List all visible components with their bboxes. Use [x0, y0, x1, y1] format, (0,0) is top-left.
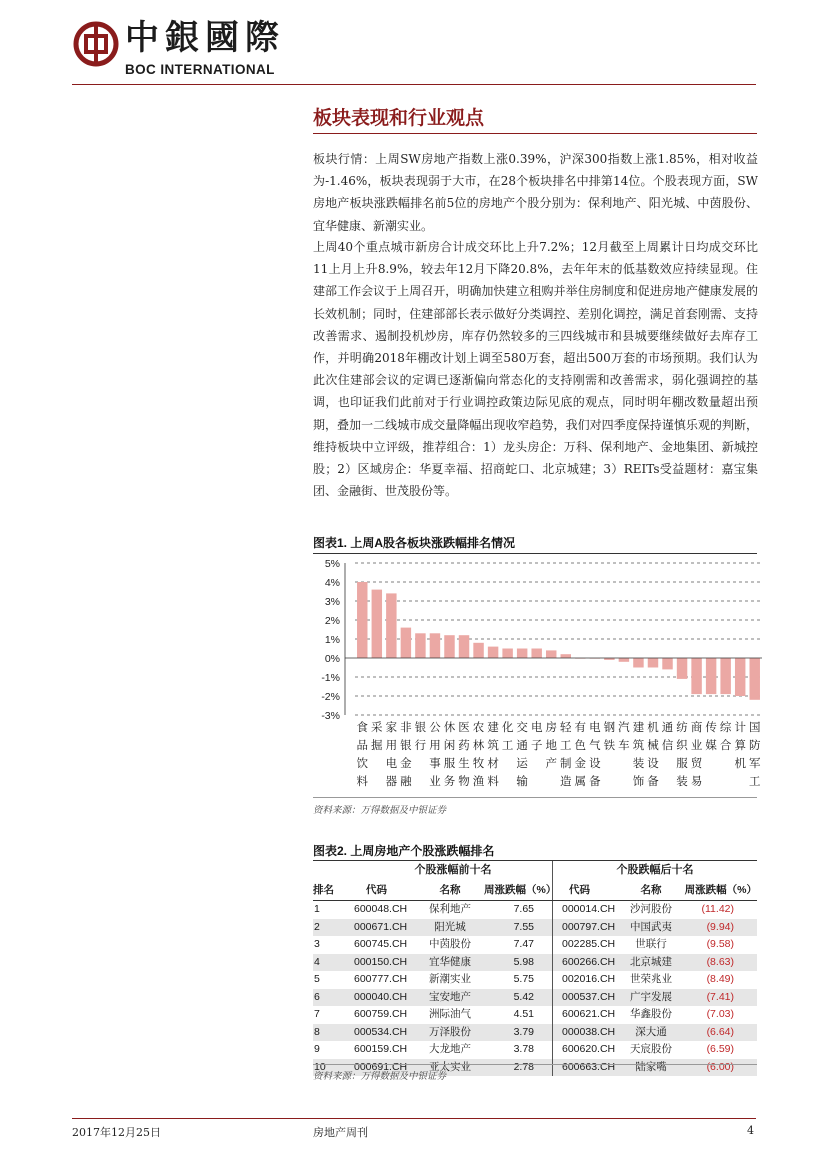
bar — [488, 647, 498, 658]
category-label: 公用事业 — [429, 720, 441, 788]
change-cell-2: (8.63) — [680, 954, 757, 972]
category-label: 家用电器 — [385, 720, 398, 788]
code-cell-2: 000537.CH — [553, 989, 623, 1007]
change-cell: 3.78 — [513, 1043, 534, 1055]
code-cell: 600759.CH — [354, 1008, 408, 1020]
section-title-rule — [313, 133, 757, 134]
code-cell-2: 000038.CH — [553, 1024, 623, 1042]
change-cell-2: (6.00) — [680, 1059, 757, 1077]
code-cell: 000150.CH — [354, 954, 416, 972]
change-cell: 3.79 — [484, 1024, 553, 1042]
change-cell-2: (9.94) — [680, 919, 757, 937]
figure1-source-rule — [313, 797, 757, 798]
table-row — [313, 954, 757, 972]
code-cell-2: 000797.CH — [553, 919, 623, 937]
change-cell: 4.51 — [513, 1008, 534, 1020]
category-label: 建筑装饰 — [632, 720, 645, 788]
sector-performance-chart — [313, 555, 763, 793]
category-label: 轻工制造 — [560, 720, 572, 788]
category-label: 计算机 — [734, 720, 746, 770]
category-label: 传媒 — [705, 720, 717, 752]
category-label: 房地产 — [545, 720, 557, 770]
boc-logo-icon — [73, 21, 119, 67]
code-cell-2: 600663.CH — [553, 1059, 623, 1077]
change-cell-2: (7.41) — [680, 989, 757, 1007]
code-cell: 000691.CH — [354, 1059, 416, 1077]
name-cell: 大龙地产 — [429, 1043, 471, 1055]
name-cell-2: 广宇发展 — [622, 989, 680, 1007]
name-cell: 保利地产 — [429, 903, 471, 915]
change-cell: 5.98 — [484, 954, 553, 972]
paragraph-industry-view: 上周40个重点城市新房合计成交环比上升7.2%；12月截至上周累计日均成交环比11上月上升8.9%，较去年12月下降20.8%，去年年末的低基数效应持续显现。住建部工作会议于上周召开，明确加快建立租购并举住房制度和促进房地产健康发展的长效机制；同时，住建部部长表示做好分类调控、差别化调控，满足首套刚需、支持改善需求、遏制投机炒房，库存仍然较多的三四线城市和县城要继续做好去库存工作，并明确2018年棚改计划上调至580万套，超出500万套的市场预期。我们认为此次住建部会议的定调已逐渐偏向常态化的支持刚需和改善需求，弱化强调控的基调，也印证我们此前对于行业调控政策边际见底的观点，同时明年棚改数量超出预期，叠加一二线城市成交量降幅出现收窄趋势，我们对四季度保持谨慎乐观的判断，维持板块中立评级，推荐组合：1）龙头房企：万科、保利地产、金地集团、新城控股；2）区域房企：华夏幸福、招商蛇口、北京城建；3）REITs受益题材：嘉宝集团、金融街、世茂股份等。 — [313, 240, 758, 499]
rank-cell: 8 — [313, 1024, 354, 1042]
change-cell: 7.55 — [484, 919, 553, 937]
figure2-caption: 图表2. 上周房地产个股涨跌幅排名 — [313, 844, 495, 858]
category-label: 休闲服务 — [443, 720, 456, 788]
category-label: 通信 — [661, 720, 674, 752]
name-cell-2: 深大通 — [622, 1024, 680, 1042]
y-tick-label: 5% — [324, 558, 340, 570]
y-tick-label: 2% — [324, 615, 340, 627]
figure1-caption: 图表1. 上周A股各板块涨跌幅排名情况 — [313, 536, 516, 550]
bar — [459, 635, 469, 658]
code-cell: 000534.CH — [354, 1024, 416, 1042]
bar — [415, 633, 425, 658]
category-label: 采掘 — [371, 720, 383, 752]
change-cell-2: (6.64) — [680, 1024, 757, 1042]
category-label: 化工 — [501, 720, 514, 752]
change-cell: 5.75 — [513, 973, 534, 985]
name-cell: 亚太实业 — [416, 1059, 484, 1077]
code-cell: 600159.CH — [354, 1043, 408, 1055]
table-row — [313, 971, 757, 989]
figure2-source: 资料来源：万得数据及中银证券 — [313, 1071, 447, 1082]
table-row — [313, 989, 757, 1007]
name-cell-2: 中国武夷 — [622, 919, 680, 937]
bar — [372, 590, 382, 658]
bar — [517, 649, 527, 659]
category-label: 银行 — [414, 720, 427, 752]
rank-cell: 10 — [313, 1059, 354, 1077]
bar — [633, 658, 643, 668]
footer-date: 2017年12月25日 — [72, 1126, 161, 1139]
rank-cell: 2 — [313, 919, 354, 937]
name-cell-2: 世荣兆业 — [630, 973, 672, 985]
table-row — [313, 1006, 757, 1024]
bottom-ten-header: 个股跌幅后十名 — [553, 861, 758, 881]
code-cell-2: 600266.CH — [553, 954, 623, 972]
category-label: 交通运输 — [516, 720, 528, 788]
footer-page-number: 4 — [747, 1124, 754, 1137]
change-cell: 7.47 — [513, 938, 534, 950]
stock-ranking-table — [313, 861, 757, 1076]
name-cell: 洲际油气 — [429, 1008, 471, 1020]
name-cell-2: 华鑫股份 — [630, 1008, 672, 1020]
change-cell: 7.65 — [513, 903, 534, 915]
y-tick-label: 0% — [324, 653, 340, 665]
bar — [735, 658, 745, 696]
name-cell: 阳光城 — [416, 919, 484, 937]
col-change-2: 周涨跌幅（%） — [680, 881, 757, 901]
name-cell: 万泽股份 — [416, 1024, 484, 1042]
bar — [720, 658, 730, 694]
code-cell: 000040.CH — [354, 989, 416, 1007]
name-cell: 中茵股份 — [429, 938, 471, 950]
name-cell: 新潮实业 — [429, 973, 471, 985]
bar — [502, 649, 512, 659]
y-tick-label: -1% — [321, 672, 340, 684]
name-cell: 宝安地产 — [416, 989, 484, 1007]
y-tick-label: 3% — [324, 596, 340, 608]
code-cell: 600777.CH — [354, 973, 408, 985]
rank-cell: 7 — [314, 1008, 320, 1020]
category-label: 农林牧渔 — [472, 720, 485, 788]
change-cell-2: (6.59) — [706, 1043, 734, 1055]
change-cell-2: (11.42) — [701, 903, 734, 915]
bar — [386, 593, 396, 658]
bar — [473, 643, 483, 658]
col-name: 名称 — [416, 881, 484, 901]
col-code: 代码 — [354, 881, 416, 901]
bar — [619, 658, 629, 662]
paragraph-market-review: 板块行情：上周SW房地产指数上涨0.39%，沪深300指数上涨1.85%，相对收益为-1.46%，板块表现弱于大市，在28个板块排名中排第14位。个股表现方面，SW房地产板块涨跌幅排名前5位的房地产个股分别为：保利地产、阳光城、中茵股份、宜华健康、新潮实业。 — [313, 152, 758, 233]
name-cell-2: 天宸股份 — [630, 1043, 672, 1055]
code-cell-2: 002016.CH — [553, 971, 623, 989]
section-title: 板块表现和行业观点 — [313, 107, 485, 129]
figure1-source: 资料来源：万得数据及中银证券 — [313, 805, 447, 816]
y-tick-label: 4% — [324, 577, 340, 589]
rank-cell: 9 — [314, 1043, 320, 1055]
col-rank: 排名 — [313, 881, 354, 901]
name-cell-2: 陆家嘴 — [622, 1059, 680, 1077]
bar — [677, 658, 687, 679]
bar — [531, 649, 541, 659]
category-label: 食品饮料 — [356, 720, 369, 788]
category-label: 纺织服装 — [676, 720, 688, 788]
category-label: 商业贸易 — [690, 720, 703, 788]
code-cell: 000671.CH — [354, 919, 416, 937]
logo-chinese-name: 中銀國際 — [125, 18, 285, 58]
code-cell-2: 600621.CH — [553, 1006, 623, 1024]
col-change: 周涨跌幅（%） — [484, 881, 553, 901]
col-code-2: 代码 — [553, 881, 623, 901]
figure2-source-rule — [313, 1064, 757, 1065]
category-label: 电子 — [530, 720, 543, 752]
rank-cell: 6 — [313, 989, 354, 1007]
bar — [401, 628, 411, 658]
rank-cell: 5 — [314, 973, 320, 985]
table-row — [313, 936, 757, 954]
table-row — [313, 1024, 757, 1042]
bar — [706, 658, 716, 694]
col-name-2: 名称 — [622, 881, 680, 901]
code-cell-2: 600620.CH — [553, 1041, 623, 1059]
bar — [691, 658, 701, 694]
name-cell-2: 沙河股份 — [630, 903, 672, 915]
figure1-caption-rule — [313, 553, 757, 554]
bar — [749, 658, 759, 700]
rank-cell: 3 — [314, 938, 320, 950]
category-label: 电气设备 — [589, 720, 601, 788]
table-row — [313, 1041, 757, 1059]
category-label: 汽车 — [618, 720, 630, 752]
bar — [357, 582, 367, 658]
bar — [648, 658, 658, 668]
name-cell-2: 世联行 — [635, 938, 667, 950]
rank-cell: 4 — [313, 954, 354, 972]
category-label: 钢铁 — [603, 720, 616, 752]
category-label: 国防军工 — [748, 720, 761, 788]
code-cell-2: 000014.CH — [553, 901, 623, 919]
footer-divider — [72, 1118, 756, 1119]
code-cell: 600745.CH — [354, 938, 408, 950]
change-cell: 2.78 — [484, 1059, 553, 1077]
bar — [561, 654, 571, 658]
change-cell-2: (8.49) — [706, 973, 734, 985]
category-label: 综合 — [719, 720, 732, 752]
table-row — [313, 919, 757, 937]
y-tick-label: -2% — [321, 691, 340, 703]
logo-english-name: BOC INTERNATIONAL — [125, 62, 275, 77]
name-cell: 宜华健康 — [416, 954, 484, 972]
bar — [444, 635, 454, 658]
change-cell-2: (7.03) — [706, 1008, 734, 1020]
change-cell-2: (9.58) — [706, 938, 734, 950]
bar — [546, 650, 556, 658]
footer-publication: 房地产周刊 — [313, 1126, 368, 1139]
y-tick-label: 1% — [324, 634, 340, 646]
category-label: 机械设备 — [647, 720, 659, 788]
code-cell: 600048.CH — [354, 903, 408, 915]
top-ten-header: 个股涨幅前十名 — [414, 864, 492, 877]
rank-cell: 1 — [314, 903, 320, 915]
category-label: 医药生物 — [458, 720, 470, 788]
table-row — [313, 901, 757, 919]
category-label: 非银金融 — [400, 720, 412, 788]
bar — [662, 658, 672, 669]
header-divider — [72, 84, 756, 85]
bar — [430, 633, 440, 658]
name-cell-2: 北京城建 — [622, 954, 680, 972]
code-cell-2: 002285.CH — [553, 936, 623, 954]
category-label: 建筑材料 — [487, 720, 499, 788]
change-cell: 5.42 — [484, 989, 553, 1007]
y-tick-label: -3% — [321, 710, 340, 722]
category-label: 有色金属 — [574, 720, 587, 788]
